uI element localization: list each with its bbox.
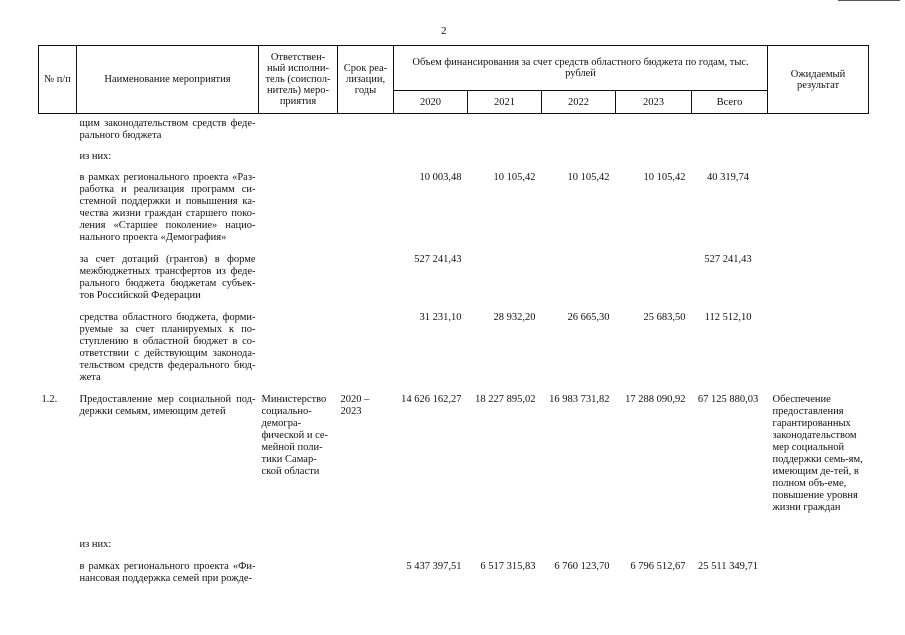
expected-result — [768, 514, 869, 551]
implementation-term — [338, 114, 394, 143]
value-total: 112 512,10 — [704, 312, 752, 323]
row-number — [39, 114, 77, 143]
header-responsible: Ответствен-ный исполни-тель (соиспол-нитель) меро-приятия — [259, 46, 338, 114]
value-total: 527 241,43 — [704, 254, 752, 265]
activity-name: из них: — [79, 539, 112, 550]
value-year — [394, 514, 468, 551]
row-number — [39, 514, 77, 551]
value-year: 25 683,50 — [643, 312, 686, 323]
row-number — [39, 551, 77, 585]
implementation-term — [338, 302, 394, 384]
row-number — [39, 142, 77, 163]
activity-name: Предоставление мер социальной под-держки семьям, имеющим детей — [79, 394, 256, 417]
table-row — [39, 384, 869, 514]
header-year: 2022 — [542, 91, 616, 114]
row-number — [39, 163, 77, 244]
implementation-term — [338, 142, 394, 163]
value-year: 16 983 731,82 — [549, 394, 610, 405]
value-year — [394, 142, 468, 163]
responsible-executor — [259, 163, 338, 244]
header-num: № п/п — [39, 46, 77, 114]
expected-result — [768, 142, 869, 163]
activity-name: из них: — [79, 151, 112, 162]
value-total: 40 319,74 — [707, 172, 750, 183]
value-year: 10 003,48 — [419, 172, 462, 183]
expected-result — [768, 244, 869, 302]
value-year — [616, 514, 692, 551]
value-year — [616, 142, 692, 163]
responsible-executor: Министерство социально-демогра-фической и се-мейной поли-тики Самар-ской области — [261, 394, 329, 477]
activity-name: щим законодательством средств феде-рального бюджета — [79, 118, 256, 141]
value-year: 6 517 315,83 — [480, 561, 536, 572]
value-year: 28 932,20 — [493, 312, 536, 323]
header-result: Ожидаемый результат — [768, 46, 869, 114]
value-total — [692, 114, 768, 143]
value-year: 10 105,42 — [567, 172, 610, 183]
row-number — [39, 244, 77, 302]
value-total: 67 125 880,03 — [697, 394, 759, 405]
value-year — [468, 514, 542, 551]
implementation-term: 2020 – 2023 — [340, 394, 370, 417]
value-year — [616, 244, 692, 302]
row-number: 1.2. — [41, 394, 58, 405]
value-year — [616, 114, 692, 143]
value-year — [394, 114, 468, 143]
value-year: 17 288 090,92 — [625, 394, 686, 405]
header-name: Наименование мероприятия — [77, 46, 259, 114]
corner-rule — [838, 0, 900, 1]
value-year: 10 105,42 — [643, 172, 686, 183]
activity-name: средства областного бюджета, форми-руемые за счет планируемых к по-ступлению в областной бюджет в со-ответствии с действующим законода-тельством средств федерального бюд-жета — [79, 312, 256, 383]
implementation-term — [338, 514, 394, 551]
header-term: Срок реа-лизации, годы — [338, 46, 394, 114]
value-year — [542, 114, 616, 143]
table-row — [39, 551, 869, 585]
activity-name: в рамках регионального проекта «Раз-работка и реализация программ си-стемной поддержки и повышения ка-чества жизни граждан старшего поко-ления «Старшее поколение» нацио-нального проекта «Демография» — [79, 172, 256, 243]
implementation-term — [338, 551, 394, 585]
value-year: 5 437 397,51 — [406, 561, 462, 572]
header-year: 2020 — [394, 91, 468, 114]
table-row — [39, 302, 869, 384]
program-table — [38, 45, 869, 585]
implementation-term — [338, 163, 394, 244]
table-row — [39, 142, 869, 163]
value-year: 26 665,30 — [567, 312, 610, 323]
value-year: 18 227 895,02 — [475, 394, 536, 405]
table-body — [39, 114, 869, 586]
value-year: 14 626 162,27 — [401, 394, 462, 405]
value-year — [468, 114, 542, 143]
value-year: 527 241,43 — [414, 254, 462, 265]
responsible-executor — [259, 142, 338, 163]
table-header — [39, 46, 869, 114]
value-year: 31 231,10 — [419, 312, 462, 323]
value-year: 6 796 512,67 — [630, 561, 686, 572]
responsible-executor — [259, 514, 338, 551]
expected-result — [768, 163, 869, 244]
activity-name: за счет дотаций (грантов) в форме межбюджетных трансфертов из феде-рального бюджета бюджетам субъек-тов Российской Федерации — [79, 254, 256, 301]
value-year: 10 105,42 — [493, 172, 536, 183]
expected-result — [768, 551, 869, 585]
value-year — [542, 142, 616, 163]
expected-result — [768, 302, 869, 384]
value-year — [468, 142, 542, 163]
value-year: 6 760 123,70 — [554, 561, 610, 572]
table-row — [39, 163, 869, 244]
value-year — [542, 244, 616, 302]
table-row — [39, 114, 869, 143]
header-total: Всего — [692, 91, 768, 114]
page-number: 2 — [441, 25, 447, 37]
value-year — [468, 244, 542, 302]
activity-name: в рамках регионального проекта «Фи-нансовая поддержка семей при рожде- — [79, 561, 256, 584]
table-row — [39, 244, 869, 302]
responsible-executor — [259, 114, 338, 143]
header-year: 2023 — [616, 91, 692, 114]
responsible-executor — [259, 244, 338, 302]
table-row — [39, 514, 869, 551]
row-number — [39, 302, 77, 384]
header-year: 2021 — [468, 91, 542, 114]
value-total — [692, 514, 768, 551]
header-financing: Объем финансирования за счет средств областного бюджета по годам, тыс. рублей — [394, 46, 768, 91]
value-total — [692, 142, 768, 163]
expected-result: Обеспечение предоставления гарантированных законодательством мер социальной поддержки семь-ям, имеющим де-тей, в полном объ-еме, повышение уровня жизни граждан — [772, 394, 863, 513]
implementation-term — [338, 244, 394, 302]
responsible-executor — [259, 551, 338, 585]
value-year — [542, 514, 616, 551]
expected-result — [768, 114, 869, 143]
responsible-executor — [259, 302, 338, 384]
value-total: 25 511 349,71 — [698, 561, 759, 572]
